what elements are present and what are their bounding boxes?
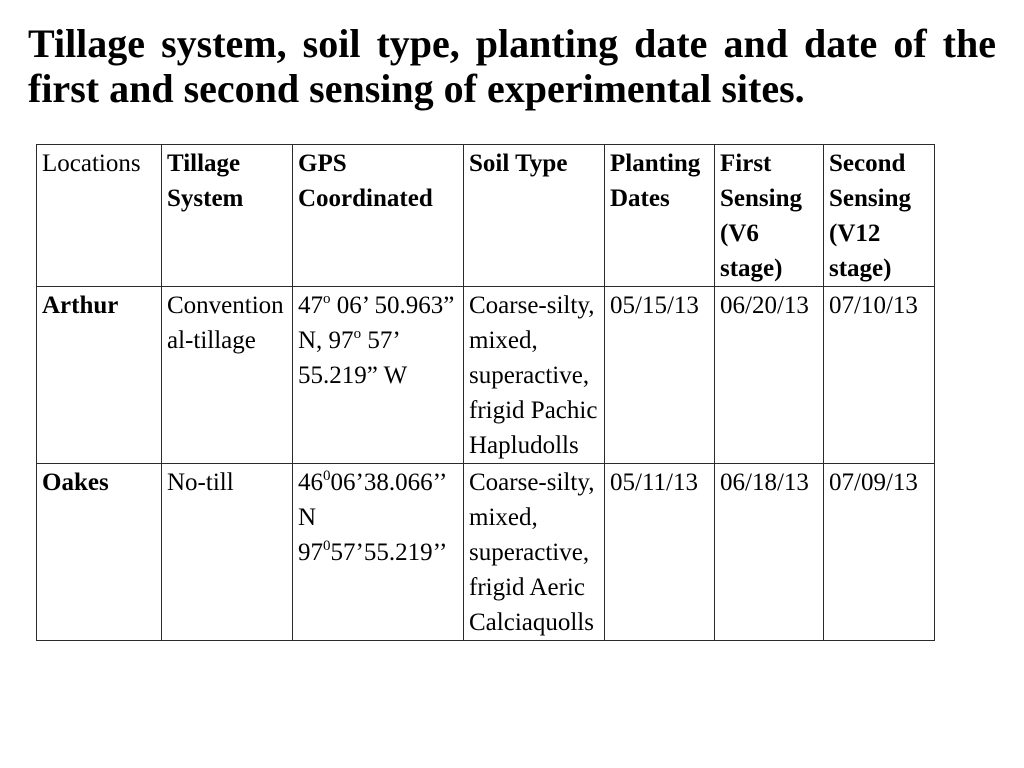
gps-degree-superscript: o (353, 326, 362, 342)
header-soil-type: Soil Type (464, 145, 605, 287)
gps-degree-superscript: o (323, 291, 331, 307)
cell-planting-date: 05/11/13 (605, 464, 715, 641)
page-title: Tillage system, soil type, planting date and date of the first and second sensing of experimental sites. (28, 21, 996, 111)
cell-location: Oakes (37, 464, 162, 641)
cell-gps-coordinates (293, 287, 464, 464)
cell-soil-type: Coarse-silty, mixed, superactive, frigid Aeric Calciaquolls (464, 464, 605, 641)
table-row (37, 287, 935, 464)
gps-degree-superscript: 0 (323, 468, 331, 484)
table-header-row (37, 145, 935, 287)
cell-first-sensing: 06/18/13 (715, 464, 824, 641)
cell-gps-coordinates (293, 464, 464, 641)
header-locations: Locations (37, 145, 162, 287)
cell-planting-date: 05/15/13 (605, 287, 715, 464)
header-first-sensing: First Sensing (V6 stage) (715, 145, 824, 287)
gps-text-part: 57’ 55.219” W (298, 327, 408, 389)
header-second-sensing: Second Sensing (V12 stage) (824, 145, 935, 287)
experimental-sites-table (36, 144, 935, 641)
gps-text-part: 06’38.066’’ N 97 (298, 469, 446, 566)
table-row (37, 464, 935, 641)
cell-location: Arthur (37, 287, 162, 464)
gps-degree-superscript: 0 (323, 538, 331, 554)
header-planting-dates: Planting Dates (605, 145, 715, 287)
gps-text-part: 57’55.219’’ (330, 539, 448, 566)
gps-text-part: 46 (298, 469, 323, 496)
cell-first-sensing: 06/20/13 (715, 287, 824, 464)
cell-tillage-system: No-till (162, 464, 293, 641)
cell-second-sensing: 07/10/13 (824, 287, 935, 464)
cell-second-sensing: 07/09/13 (824, 464, 935, 641)
cell-soil-type: Coarse-silty, mixed, superactive, frigid Pachic Hapludolls (464, 287, 605, 464)
cell-tillage-system: Conventional-tillage (162, 287, 293, 464)
header-gps-coordinated: GPS Coordinated (293, 145, 464, 287)
gps-text-part: 47 (298, 292, 323, 319)
gps-text-part: 06’ 50.963” N, 97 (298, 292, 455, 354)
header-tillage-system: Tillage System (162, 145, 293, 287)
